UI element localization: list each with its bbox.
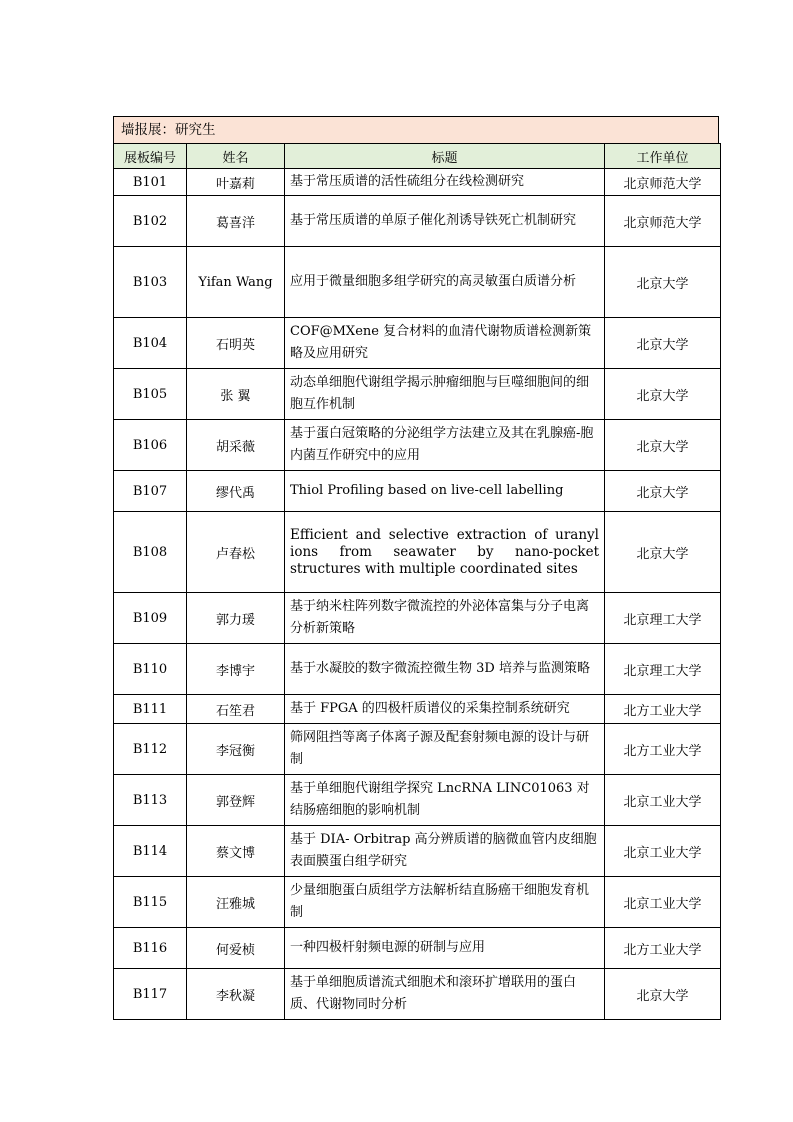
board-number-cell: B113 [114, 775, 187, 826]
title-cell: 应用于微量细胞多组学研究的高灵敏蛋白质谱分析 [285, 247, 605, 318]
name-cell: 蔡文博 [187, 826, 285, 877]
table-row [114, 826, 721, 877]
title-cell: 一种四极杆射频电源的研制与应用 [285, 928, 605, 969]
board-number-cell: B117 [114, 969, 187, 1020]
organization-cell: 北京大学 [605, 512, 721, 593]
table-row [114, 969, 721, 1020]
organization-cell: 北方工业大学 [605, 928, 721, 969]
organization-cell: 北方工业大学 [605, 695, 721, 724]
table-row [114, 471, 721, 512]
board-number-cell: B107 [114, 471, 187, 512]
title-cell: 基于纳米柱阵列数字微流控的外泌体富集与分子电离分析新策略 [285, 593, 605, 644]
table-row [114, 877, 721, 928]
organization-cell: 北京理工大学 [605, 644, 721, 695]
table-row [114, 318, 721, 369]
organization-cell: 北京大学 [605, 318, 721, 369]
table-row [114, 169, 721, 196]
section-banner: 墙报展：研究生 [113, 116, 719, 143]
table-row [114, 196, 721, 247]
name-cell: 汪雅城 [187, 877, 285, 928]
organization-cell: 北京理工大学 [605, 593, 721, 644]
table-row [114, 928, 721, 969]
table-row [114, 369, 721, 420]
name-cell: 郭登辉 [187, 775, 285, 826]
board-number-cell: B102 [114, 196, 187, 247]
organization-cell: 北京大学 [605, 471, 721, 512]
name-cell: 葛喜洋 [187, 196, 285, 247]
header-title: 标题 [285, 144, 605, 169]
name-cell: 李秋凝 [187, 969, 285, 1020]
title-cell: 动态单细胞代谢组学揭示肿瘤细胞与巨噬细胞间的细胞互作机制 [285, 369, 605, 420]
board-number-cell: B103 [114, 247, 187, 318]
poster-table-section [113, 116, 720, 1020]
board-number-cell: B110 [114, 644, 187, 695]
table-row [114, 724, 721, 775]
title-cell: 基于 DIA- Orbitrap 高分辨质谱的脑微血管内皮细胞表面膜蛋白组学研究 [285, 826, 605, 877]
name-cell: 张 翼 [187, 369, 285, 420]
title-cell: 基于水凝胶的数字微流控微生物 3D 培养与监测策略 [285, 644, 605, 695]
table-row [114, 644, 721, 695]
board-number-cell: B115 [114, 877, 187, 928]
organization-cell: 北方工业大学 [605, 724, 721, 775]
name-cell: 缪代禹 [187, 471, 285, 512]
name-cell: 胡采薇 [187, 420, 285, 471]
board-number-cell: B109 [114, 593, 187, 644]
name-cell: 叶嘉莉 [187, 169, 285, 196]
title-cell: 少量细胞蛋白质组学方法解析结直肠癌干细胞发育机制 [285, 877, 605, 928]
table-header-row [114, 144, 721, 169]
table-row [114, 420, 721, 471]
name-cell: 郭力瑗 [187, 593, 285, 644]
name-cell: 石笙君 [187, 695, 285, 724]
board-number-cell: B106 [114, 420, 187, 471]
title-cell: 基于蛋白冠策略的分泌组学方法建立及其在乳腺癌-胞内菌互作研究中的应用 [285, 420, 605, 471]
board-number-cell: B116 [114, 928, 187, 969]
title-cell: 基于常压质谱的活性硫组分在线检测研究 [285, 169, 605, 196]
board-number-cell: B114 [114, 826, 187, 877]
title-cell: Thiol Profiling based on live-cell labelling [285, 471, 605, 512]
organization-cell: 北京工业大学 [605, 775, 721, 826]
table-row [114, 593, 721, 644]
header-organization: 工作单位 [605, 144, 721, 169]
table-row [114, 695, 721, 724]
organization-cell: 北京工业大学 [605, 826, 721, 877]
name-cell: Yifan Wang [187, 247, 285, 318]
organization-cell: 北京大学 [605, 369, 721, 420]
name-cell: 何爱桢 [187, 928, 285, 969]
title-cell: 基于单细胞代谢组学探究 LncRNA LINC01063 对结肠癌细胞的影响机制 [285, 775, 605, 826]
board-number-cell: B108 [114, 512, 187, 593]
table-row [114, 247, 721, 318]
name-cell: 李冠衡 [187, 724, 285, 775]
poster-table [113, 143, 721, 1020]
title-cell: Efficient and selective extraction of uranyl ions from seawater by nano-pocket structures with multiple coordinated sites [285, 512, 605, 593]
organization-cell: 北京大学 [605, 420, 721, 471]
board-number-cell: B104 [114, 318, 187, 369]
board-number-cell: B111 [114, 695, 187, 724]
header-board-number: 展板编号 [114, 144, 187, 169]
organization-cell: 北京大学 [605, 969, 721, 1020]
board-number-cell: B105 [114, 369, 187, 420]
table-row [114, 512, 721, 593]
board-number-cell: B101 [114, 169, 187, 196]
board-number-cell: B112 [114, 724, 187, 775]
table-row [114, 775, 721, 826]
organization-cell: 北京师范大学 [605, 196, 721, 247]
organization-cell: 北京工业大学 [605, 877, 721, 928]
name-cell: 石明英 [187, 318, 285, 369]
title-cell: 基于常压质谱的单原子催化剂诱导铁死亡机制研究 [285, 196, 605, 247]
header-name: 姓名 [187, 144, 285, 169]
name-cell: 卢春松 [187, 512, 285, 593]
title-cell: 基于单细胞质谱流式细胞术和滚环扩增联用的蛋白质、代谢物同时分析 [285, 969, 605, 1020]
title-cell: 基于 FPGA 的四极杆质谱仪的采集控制系统研究 [285, 695, 605, 724]
title-cell: COF@MXene 复合材料的血清代谢物质谱检测新策略及应用研究 [285, 318, 605, 369]
organization-cell: 北京师范大学 [605, 169, 721, 196]
name-cell: 李博宇 [187, 644, 285, 695]
organization-cell: 北京大学 [605, 247, 721, 318]
title-cell: 筛网阻挡等离子体离子源及配套射频电源的设计与研制 [285, 724, 605, 775]
